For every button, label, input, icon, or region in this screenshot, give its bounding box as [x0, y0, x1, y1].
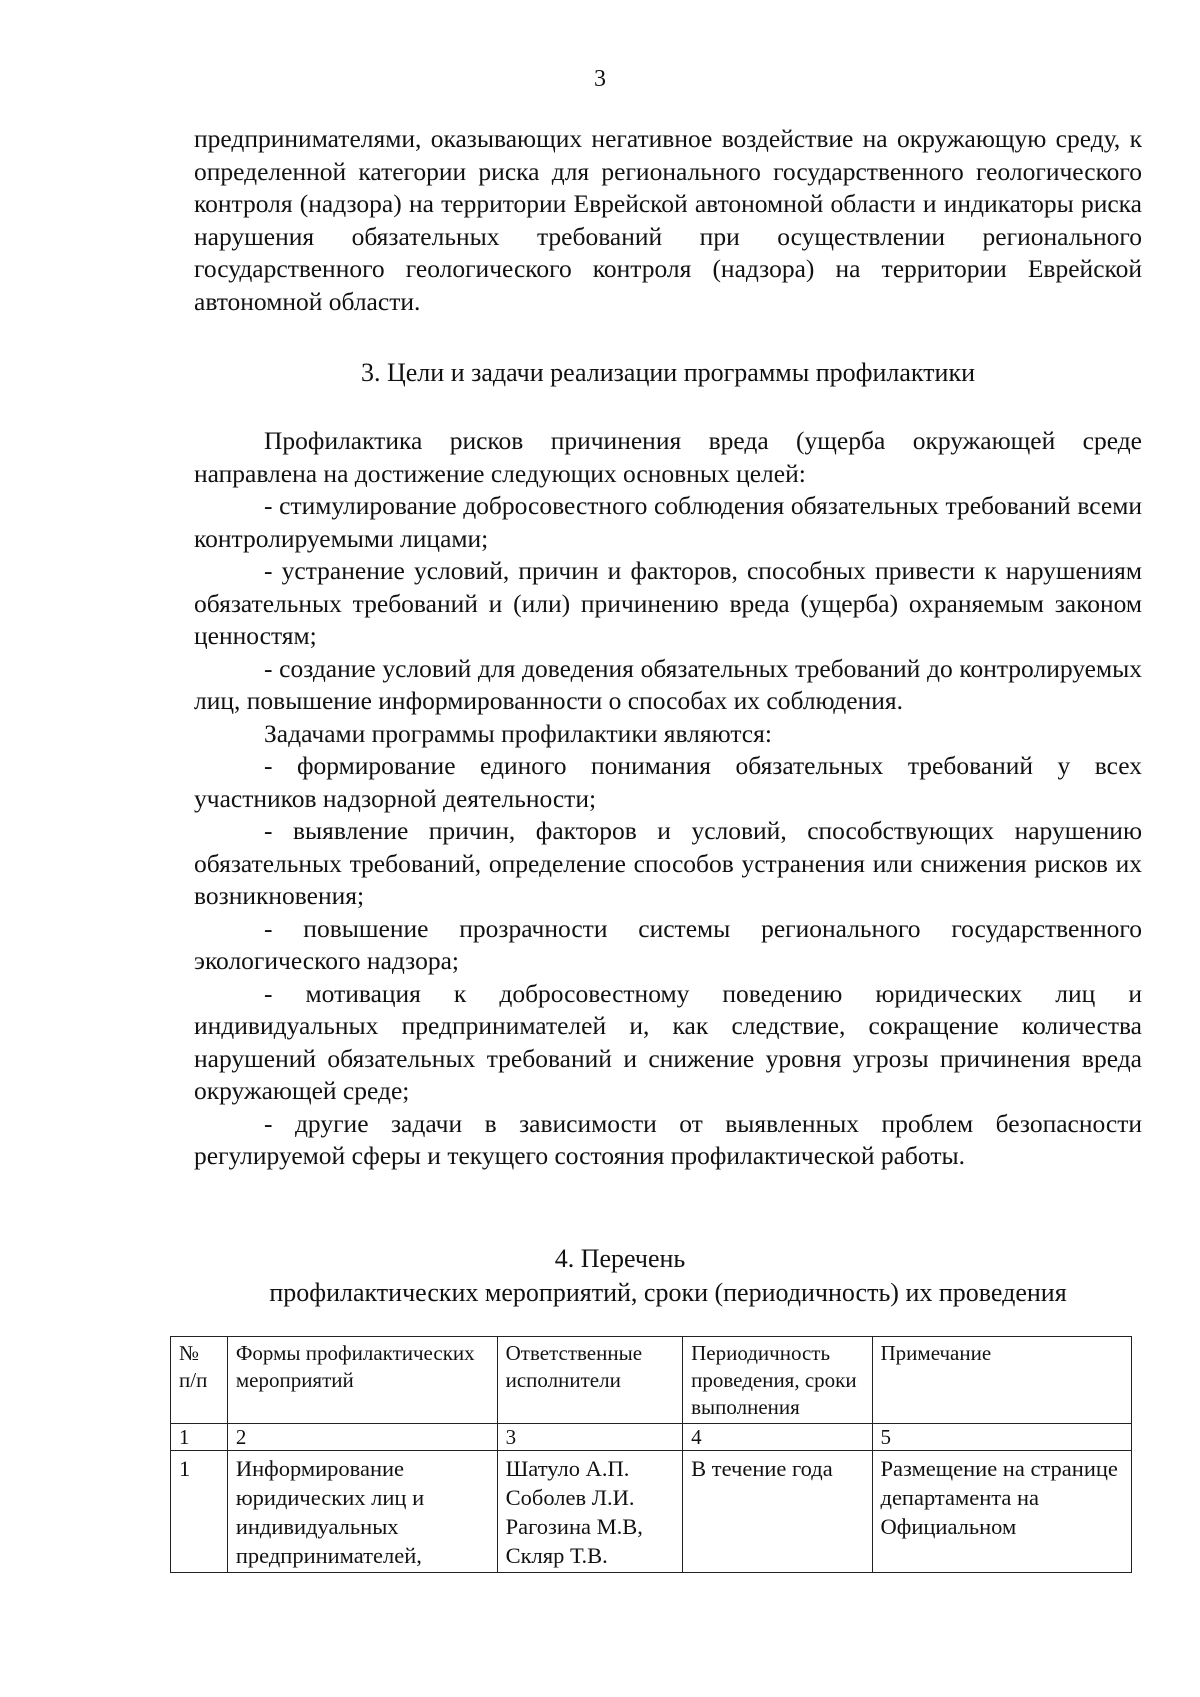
column-number: 2 — [227, 1424, 497, 1451]
table-row — [171, 1451, 1132, 1573]
executor-name: Рагозина М.В, — [505, 1514, 643, 1539]
header-cell-executors: Ответственные исполнители — [497, 1337, 683, 1424]
column-number: 4 — [683, 1424, 872, 1451]
goal-item: - стимулирование добросовестного соблюдения обязательных требований всеми контролируемыми лицами; — [194, 491, 1142, 553]
table-header-row — [171, 1337, 1132, 1424]
intro-block — [194, 123, 1142, 318]
column-number: 5 — [872, 1424, 1132, 1451]
section-3-body — [194, 425, 1142, 1173]
column-number: 3 — [497, 1424, 683, 1451]
task-item: - повышение прозрачности системы регионального государственного экологического надзора; — [194, 913, 1142, 975]
intro-paragraph: предпринимателями, оказывающих негативное воздействие на окружающую среду, к определенной категории риска для регионального государственного геологического контроля (надзора) на территории Еврейской автономной области и индикаторы риска нарушения обязательных требований при осуществлении регионального государственного геологического контроля (надзора) на территории Еврейской автономной области. — [194, 124, 1142, 316]
row-form-cell: Информирование юридических лиц и индивидуальных предпринимателей, — [227, 1451, 497, 1573]
header-cell-number: № п/п — [171, 1337, 228, 1424]
task-item: - выявление причин, факторов и условий, способствующих нарушению обязательных требований, определение способов устранения или снижения рисков их возникновения; — [194, 816, 1142, 910]
header-cell-forms: Формы профилактических мероприятий — [227, 1337, 497, 1424]
goals-intro: Профилактика рисков причинения вреда (ущерба окружающей среде направлена на достижение следующих основных целей: — [194, 426, 1142, 488]
tasks-intro: Задачами программы профилактики являются: — [264, 718, 772, 748]
task-item: - формирование единого понимания обязательных требований у всех участников надзорной деятельности; — [194, 751, 1142, 813]
section-3-heading: 3. Цели и задачи реализации программы профилактики — [360, 358, 975, 387]
row-note-cell: Размещение на странице департамента на Официальном — [872, 1451, 1132, 1573]
row-period-cell: В течение года — [683, 1451, 872, 1573]
header-cell-note: Примечание — [872, 1337, 1132, 1424]
goal-item: - устранение условий, причин и факторов, способных привести к нарушениям обязательных требований и (или) причинению вреда (ущерба) охраняемым законом ценностям; — [194, 556, 1142, 650]
executor-name: Скляр Т.В. — [505, 1543, 608, 1568]
table-column-number-row — [171, 1424, 1132, 1451]
executor-name: Соболев Л.И. — [505, 1485, 635, 1510]
goal-item: - создание условий для доведения обязательных требований до контролируемых лиц, повышение информированности о способах их соблюдения. — [194, 653, 1142, 715]
section-4-subheading: профилактических мероприятий, сроки (периодичность) их проведения — [269, 1278, 1067, 1307]
section-4-heading: 4. Перечень — [554, 1244, 686, 1273]
column-number: 1 — [171, 1424, 228, 1451]
row-number-cell: 1 — [171, 1451, 228, 1573]
row-executors-cell — [497, 1451, 683, 1573]
task-item: - мотивация к добросовестному поведению юридических лиц и индивидуальных предпринимателей и, как следствие, сокращение количества нарушений обязательных требований и снижение уровня угрозы причинения вреда окружающей среде; — [194, 978, 1142, 1105]
executor-name: Шатуло А.П. — [505, 1456, 630, 1481]
measures-table — [170, 1336, 1132, 1573]
header-cell-period: Периодичность проведения, сроки выполнения — [683, 1337, 872, 1424]
page-number: 3 — [594, 66, 606, 92]
task-item: - другие задачи в зависимости от выявленных проблем безопасности регулируемой сферы и текущего состояния профилактической работы. — [194, 1108, 1142, 1170]
